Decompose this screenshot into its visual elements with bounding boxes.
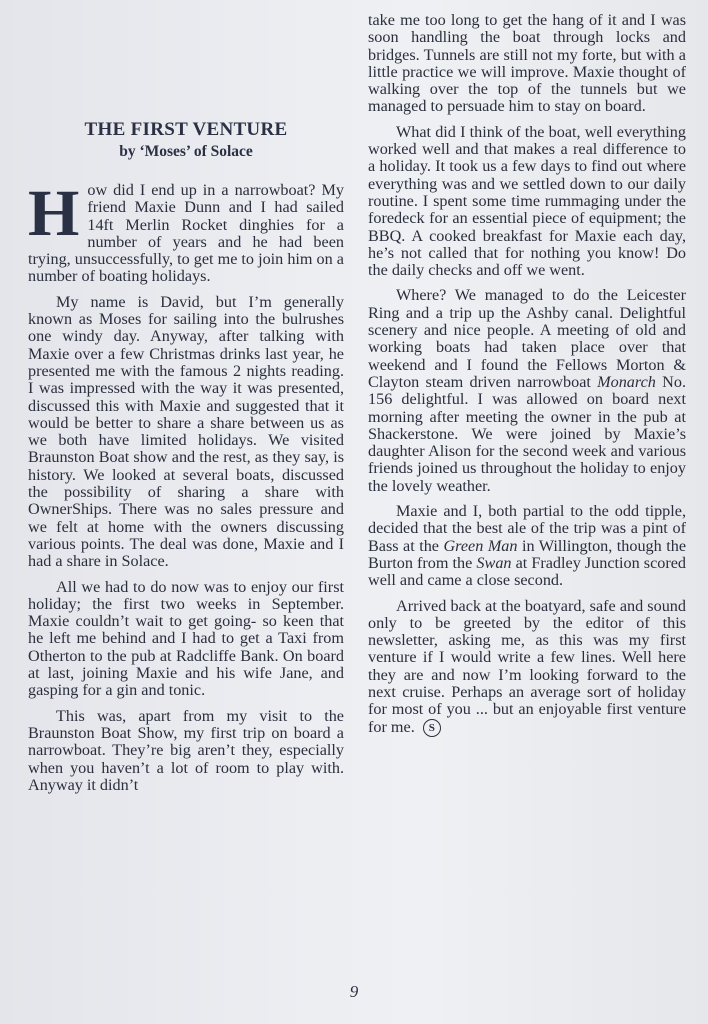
paragraph-3: All we had to do now was to enjoy our first holiday; the first two weeks in September. Maxie couldn’t wait to get going- so keen that he left me behind and I had to get a Taxi from Otherton to the pub at Radcliffe Bank. On board at last, joining Maxie and his wife Jane, and gasping for a gin and tonic. [28,577,344,700]
left-column [28,118,344,802]
paragraph-6-text-b: No. 156 delightful. I was allowed on board next morning after meeting the owner in the pub at Shackerstone. We were joined by Maxie’s daughter Alison for the second week and various friends joined us throughout the holiday to enjoy the lovely weather. [368,372,686,495]
paragraph-8-text: Arrived back at the boatyard, safe and sound only to be greeted by the editor of this newsletter, asking me, as this was my first venture if I would write a few lines. Well here they are and now I’m looking forward to the next cruise. Perhaps an average sort of holiday for most of you ... but an enjoyable first venture for me. [368,596,686,736]
paragraph-4-continued: take me too long to get the hang of it and I was soon handling the boat through locks and bridges. Tunnels are still not my forte, but with a little practice we will improve. Maxie thought of walking over the top of the tunnels but we managed to persuade him to stay on board. [368,11,686,116]
article-title: THE FIRST VENTURE [84,119,288,140]
paragraph-6 [368,287,686,495]
paragraph-6-text-a: Where? We managed to do the Leicester Ring and a trip up the Ashby canal. Delightful scenery and nice people. A meeting of old and working boats had taken place over that weekend and I found the Fellows Morton & Clayton steam driven narrowboat [368,286,686,391]
paragraph-7-text-b: in Willington, though the Burton from the [368,536,686,572]
paragraph-5: What did I think of the boat, well everything worked well and that makes a real difference to a holiday. It took us a few days to find out where everything was and we settled down to our daily routine. I spent some time rummaging under the foredeck for an essential piece of equipment; the BBQ. A cooked breakfast for Maxie each day, he’s not called that for nothing you know! Do the daily checks and off we went. [368,122,686,280]
solace-end-logo-icon: S [423,719,441,737]
page-number: 9 [349,982,359,1001]
paragraph-7-text-a: Maxie and I, both partial to the odd tipple, decided that the best ale of the trip was a pint of Bass at the [368,502,686,555]
paragraph-8 [368,598,686,737]
pub-name-swan: Swan [476,553,512,572]
boat-name: Monarch [597,372,656,391]
pub-name-green-man: Green Man [443,536,518,555]
paragraph-1-text: ow did I end up in a narrowboat? My friend Maxie Dunn and I had sailed 14ft Merlin Rocket dinghies for a number of years and he had been trying, unsuccessfully, to get me to join him on a number of boating holidays. [28,181,344,286]
paragraph-1 [28,177,344,286]
drop-cap: H [28,177,80,250]
article-byline: by ‘Moses’ of Solace [119,143,253,160]
paragraph-7 [368,503,686,589]
right-column [368,12,686,745]
paragraph-7-text-c: at Fradley Junction scored well and came a close second. [368,553,687,590]
paragraph-4: This was, apart from my visit to the Braunston Boat Show, my first trip on board a narrowboat. They’re big aren’t they, especially when you haven’t a lot of room to play with. Anyway it didn’t [28,706,344,794]
paragraph-2: My name is David, but I’m generally known as Moses for sailing into the bulrushes one windy day. Anyway, after talking with Maxie over a few Christmas drinks last year, he presented me with the famous 2 nights reading. I was impressed with the way it was presented, discussed this with Maxie and suggested that it would be better to share a share between us as we both have limited holidays. We visited Braunston Boat show and the rest, as they say, is history. We looked at several boats, discussed the possibility of sharing a share with OwnerShips. There was no sales pressure and we felt at home with the owners discussing various points. The deal was done, Maxie and I had a share in Solace. [28,292,344,571]
